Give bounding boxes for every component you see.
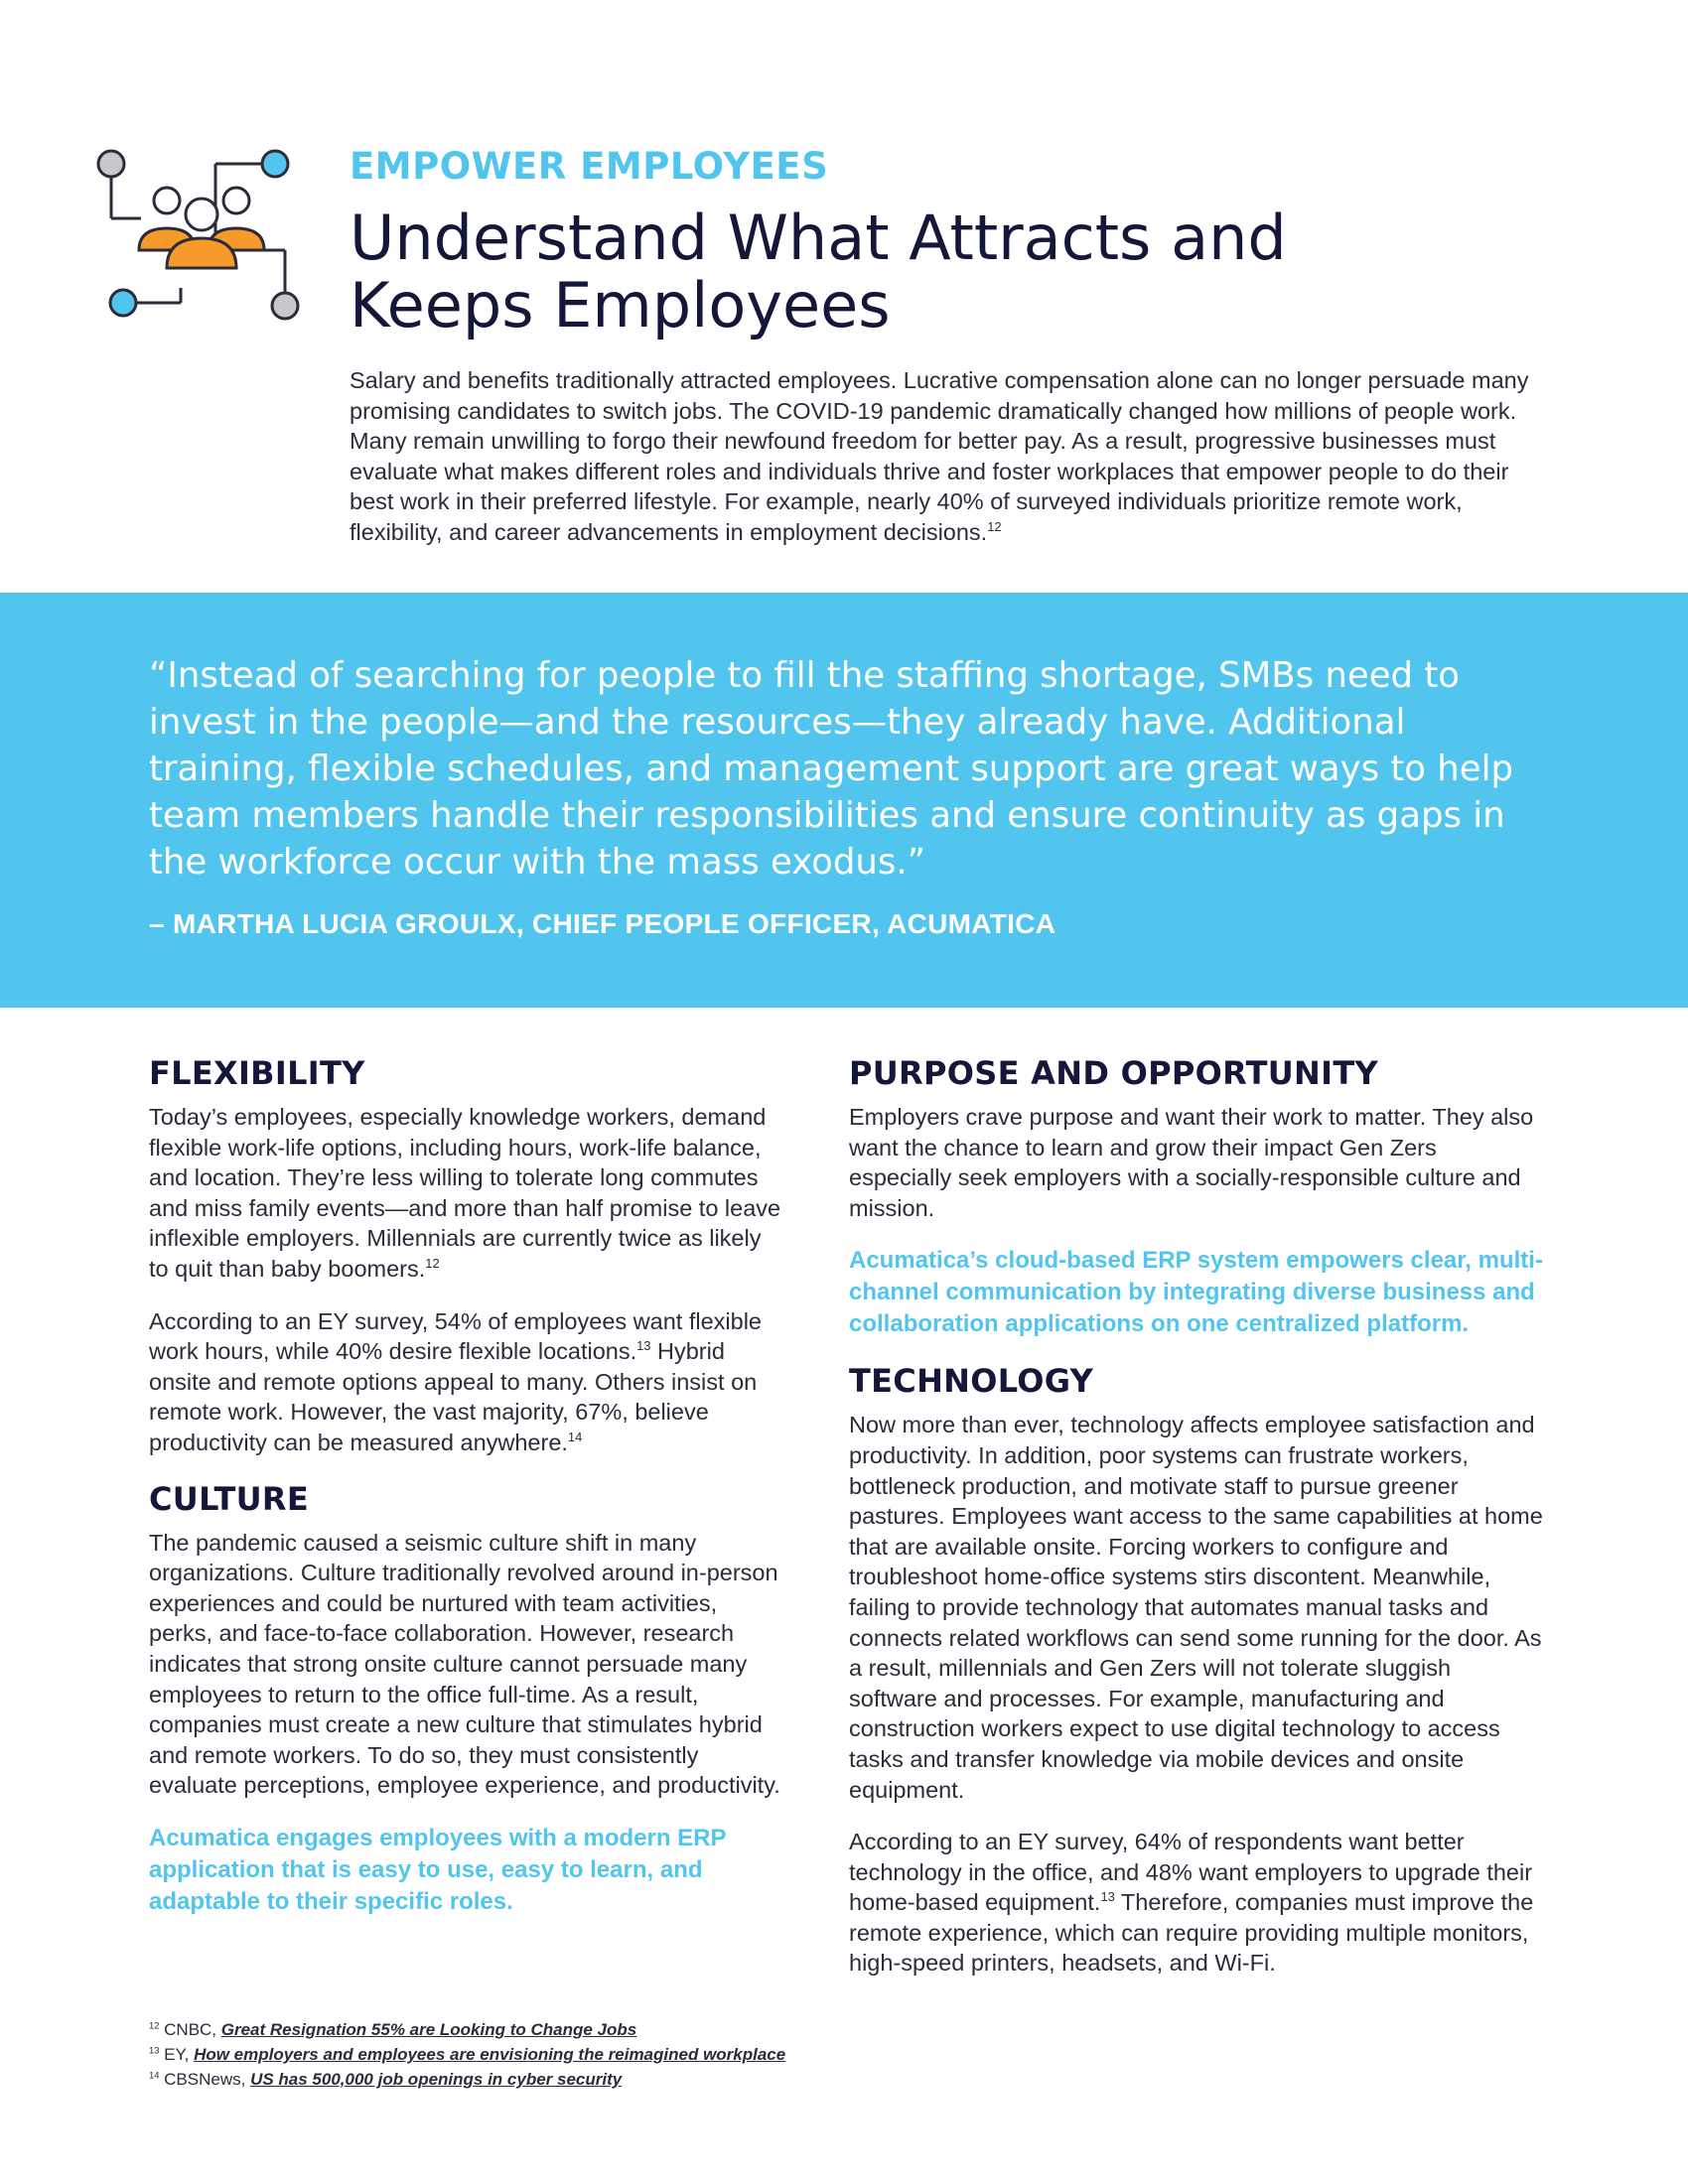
flexibility-text-2b: Hybrid onsite and remote options appeal to many. Others insist on remote work. However, the vast majority, 67%, believe productivity can be measured anywhere. [149,1338,758,1455]
footnote-item [149,2017,1142,2042]
technology-text-2a: According to an EY survey, 64% of respondents want better technology in the office, and 48% want employers to upgrade their home-based equipment. [849,1829,1533,1916]
culture-callout: Acumatica engages employees with a modern ERP application that is easy to use, easy to learn, and adaptable to their specific roles. [149,1824,727,1915]
footnote-ref: 14 [567,1430,583,1445]
footnote-ref: 12 [987,519,1002,535]
section-eyebrow: EMPOWER EMPLOYEES [350,145,829,188]
purpose-paragraph: Employers crave purpose and want their work to matter. They also want the chance to learn and grow their impact Gen Zers especially seek employers with a socially-responsible culture and mission. [849,1104,1534,1221]
footnote-ref: 13 [1100,1889,1115,1905]
flexibility-text-1: Today’s employees, especially knowledge workers, demand flexible work-life options, including hours, work-life balance, and location. They’re less willing to tolerate long commutes and miss family events—and more than half promise to leave inflexible employers. Millennials are currently twice as likely to quit than baby boomers. [149,1104,781,1282]
technology-paragraph-1: Now more than ever, technology affects employee satisfaction and productivity. In addition, poor systems can frustrate workers, bottleneck production, and motivate staff to pursue greener pastures. Employees want access to the same capabilities at home that are available onsite. Forcing workers to configure and troubleshoot home-office systems stirs discontent. Meanwhile, failing to provide technology that automates manual tasks and connects related workflows can send some running for the door. As a result, millennials and Gen Zers will not tolerate sluggish software and processes. For example, manufacturing and construction workers expect to use digital technology to access tasks and transfer knowledge via mobile devices and onsite equipment. [849,1412,1543,1803]
purpose-callout: Acumatica’s cloud-based ERP system empowers clear, multi-channel communication by integrating diverse business and collaboration applications on one centralized platform. [849,1247,1543,1338]
footnote-number: 12 [149,2020,160,2031]
technology-text-2b: Therefore, companies must improve the remote experience, which can require providing multiple monitors, high-speed printers, headsets, and Wi-Fi. [849,1889,1534,1977]
footnote-source: CBSNews, [164,2070,251,2089]
footnote-ref: 12 [425,1256,440,1272]
page-title [350,202,1442,341]
footnote-number: 14 [149,2070,160,2081]
heading-flexibility: FLEXIBILITY [149,1054,365,1092]
left-column [149,1054,784,1940]
right-column [849,1054,1544,2000]
footnote-item [149,2067,1142,2092]
flexibility-text-2a: According to an EY survey, 54% of employees want flexible work hours, while 40% desire flexible locations. [149,1307,762,1365]
page-title-line2: Keeps Employees [350,269,891,341]
flexibility-paragraph-1 [149,1102,784,1285]
footnote-item [149,2042,1142,2067]
heading-technology: TECHNOLOGY [849,1362,1094,1401]
footnote-source: EY, [164,2045,195,2064]
heading-purpose: PURPOSE AND OPPORTUNITY [849,1054,1378,1092]
footnote-link[interactable]: How employers and employees are envisioning the reimagined workplace [194,2045,786,2064]
footnote-source: CNBC, [164,2020,221,2039]
flexibility-paragraph-2 [149,1306,784,1458]
pull-quote: “Instead of searching for people to fill the staffing shortage, SMBs need to invest in the people—and the resources—they already have. Additional training, flexible schedules, and management support are great ways to help team members handle their responsibilities and ensure continuity as gaps in the workforce occur with the mass exodus.” [149,655,1514,883]
footnote-number: 13 [149,2045,160,2056]
footnote-link[interactable]: US has 500,000 job openings in cyber security [250,2070,623,2089]
intro-text: Salary and benefits traditionally attracted employees. Lucrative compensation alone can no longer persuade many promising candidates to switch jobs. The COVID-19 pandemic dramatically changed how millions of people work. Many remain unwilling to forgo their newfound freedom for better pay. As a result, progressive businesses must evaluate what makes different roles and individuals thrive and foster workplaces that empower people to do their best work in their preferred lifestyle. For example, nearly 40% of surveyed individuals prioritize remote work, flexibility, and career advancements in employment decisions. [350,367,1529,545]
heading-culture: CULTURE [149,1479,309,1518]
quote-author: – MARTHA LUCIA GROULX, CHIEF PEOPLE OFFICER, ACUMATICA [149,908,1056,939]
quote-band [0,593,1688,1008]
footnote-ref: 13 [636,1338,651,1354]
team-network-icon [91,139,310,338]
footnote-link[interactable]: Great Resignation 55% are Looking to Change Jobs [220,2020,637,2039]
page-title-line1: Understand What Attracts and [350,202,1287,274]
technology-paragraph-2 [849,1827,1544,1979]
footnotes [149,2017,1142,2092]
intro-paragraph [350,365,1551,548]
culture-paragraph: The pandemic caused a seismic culture shift in many organizations. Culture traditionally revolved around in-person experiences and could be nurtured with team activities, perks, and face-to-face collaboration. However, research indicates that strong onsite culture cannot persuade many employees to return to the office full-time. As a result, companies must create a new culture that stimulates hybrid and remote workers. To do so, they must consistently evaluate perceptions, employee experience, and productivity. [149,1529,780,1799]
